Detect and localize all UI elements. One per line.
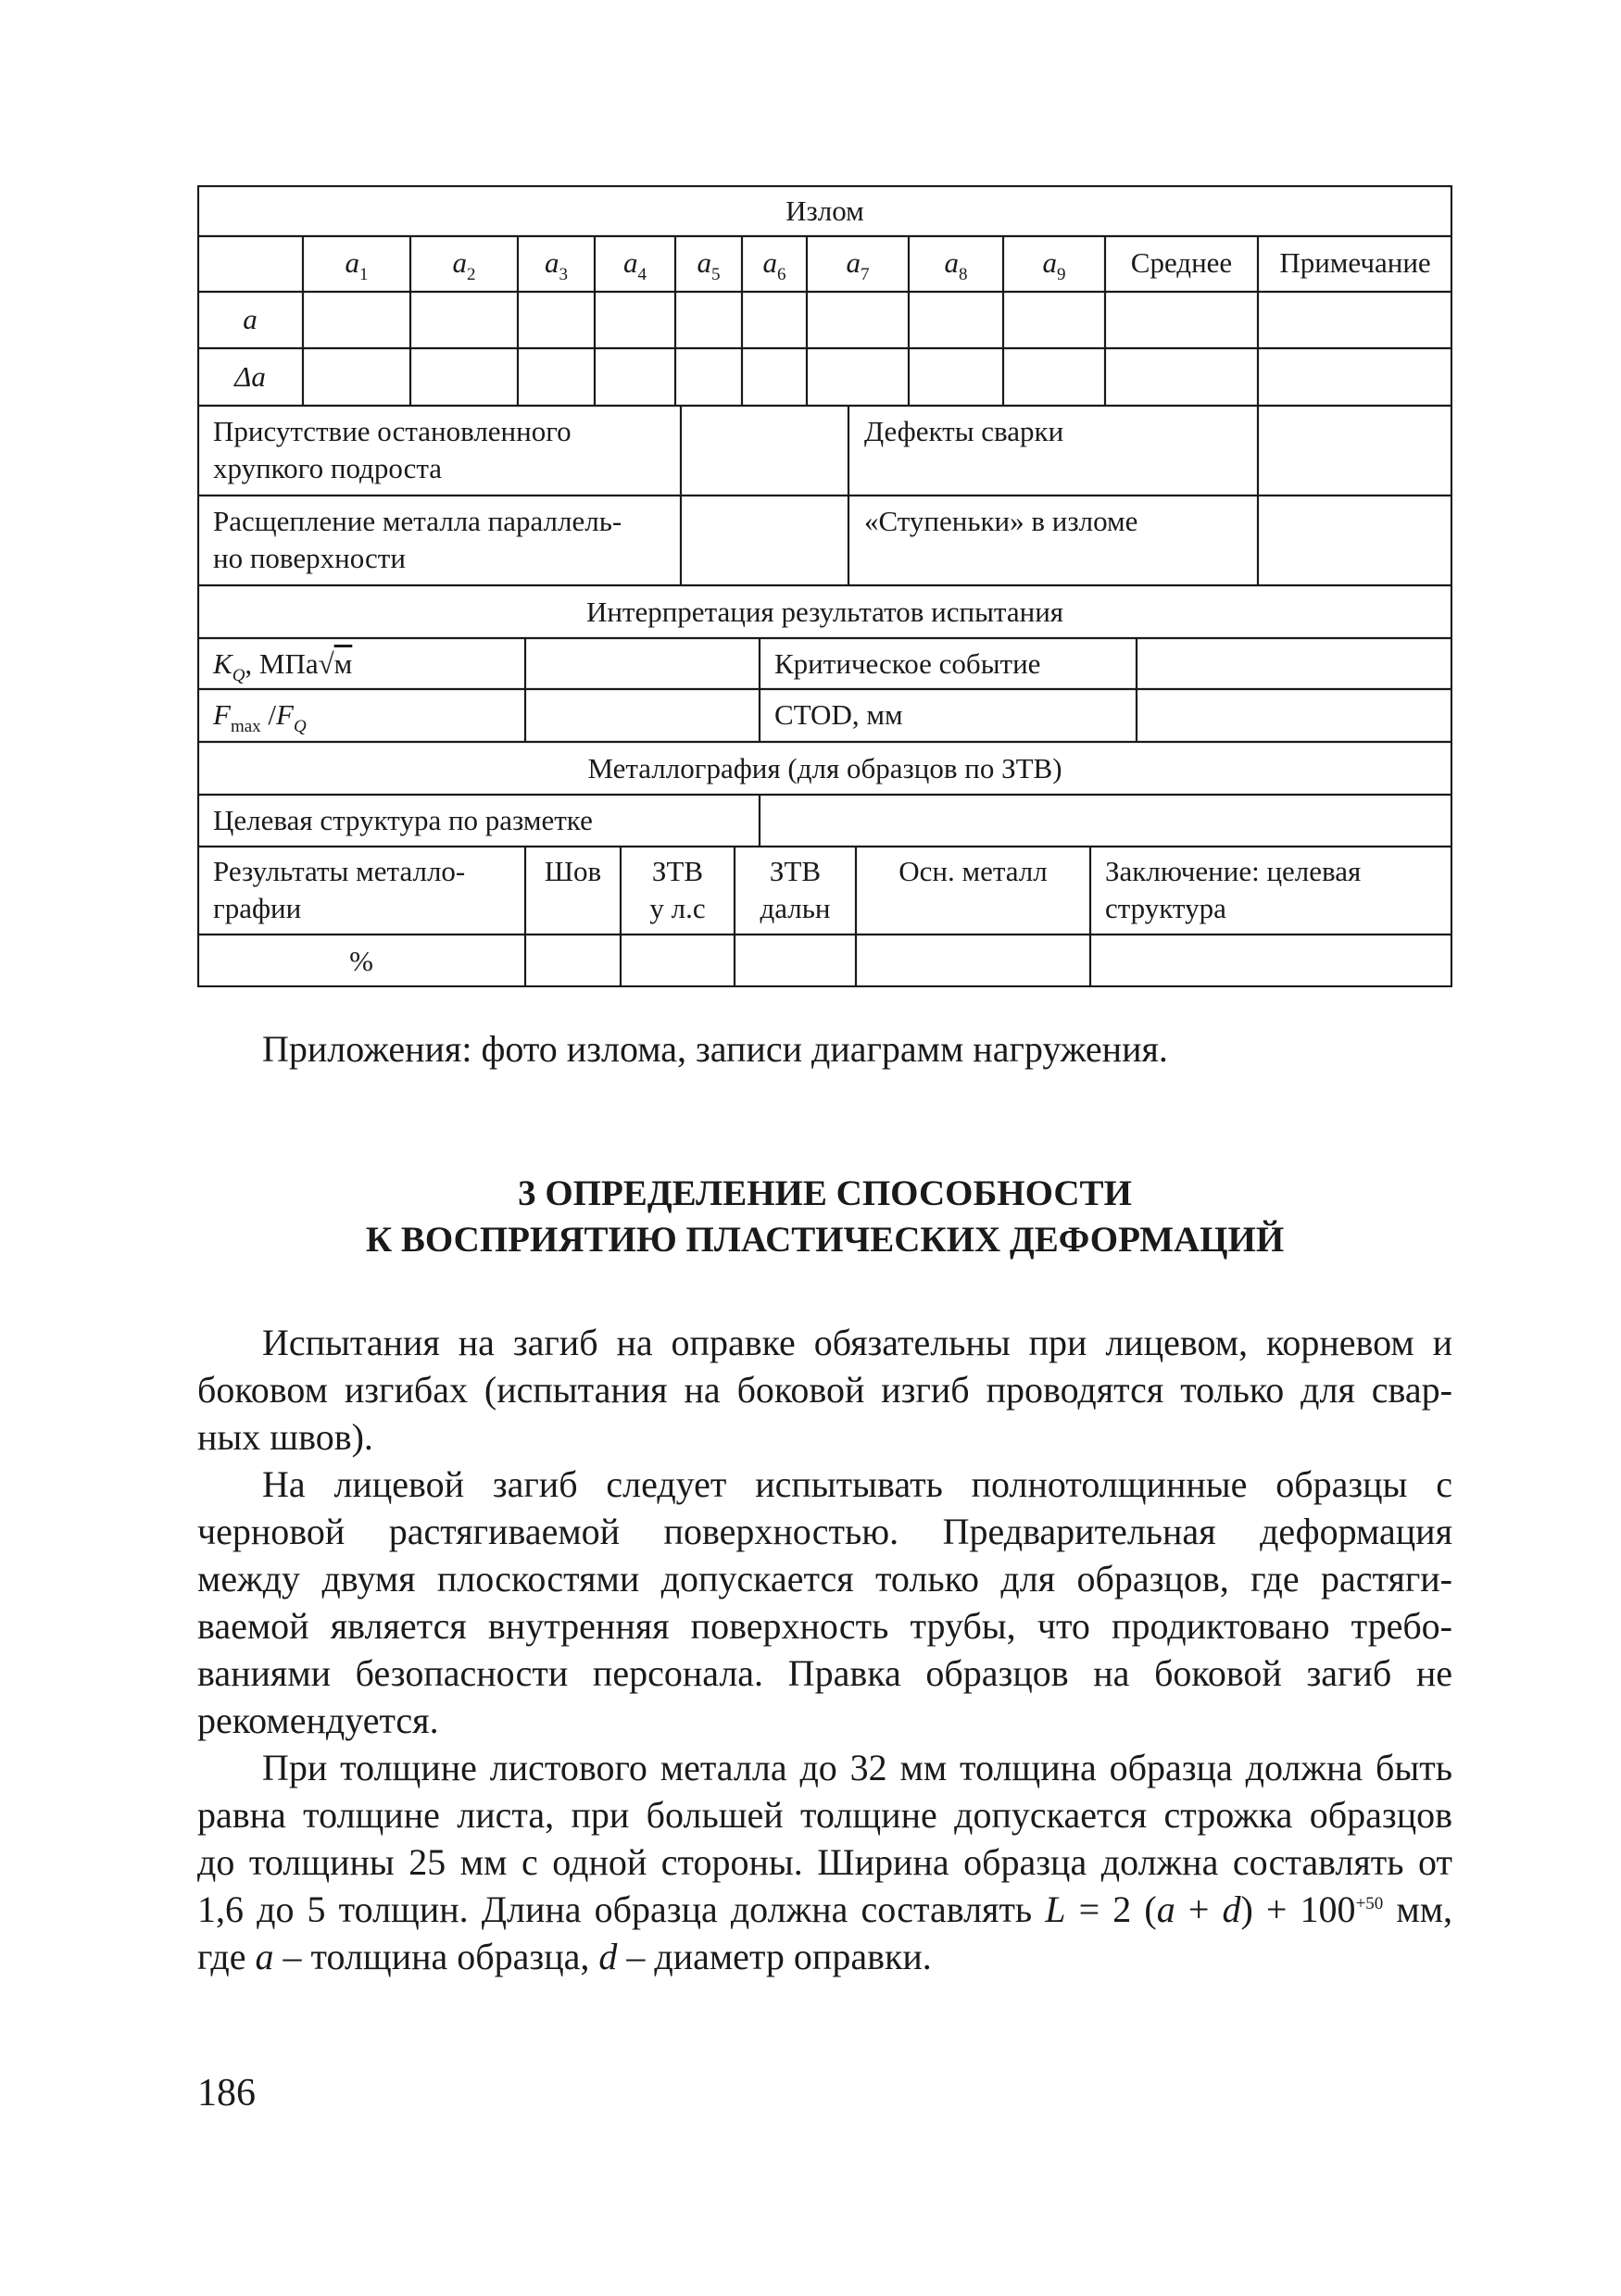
paragraph-line: рекомендуется. <box>197 1700 439 1741</box>
interpretation-title: Интерпретация результатов испытания <box>585 596 1064 628</box>
paragraph-line: равна толщине листа, при большей толщине допускается строжка образцов <box>197 1794 1452 1836</box>
row-label-a: a <box>243 303 258 335</box>
target-structure-label: Целевая структура по разметке <box>213 804 593 836</box>
col-weld: Шов <box>544 855 602 887</box>
col-a8: $a_8$ <box>944 246 968 284</box>
col-base-metal: Осн. металл <box>898 855 1048 887</box>
kq-label: $K_Q$, МПа√м <box>213 647 353 685</box>
col-a5: $a_5$ <box>697 246 721 284</box>
col-a2: $a_2$ <box>452 246 476 284</box>
paragraph-line: ваемой является внутренняя поверхность трубы, что продиктовано требо- <box>197 1605 1452 1647</box>
col-note: Примечание <box>1279 246 1431 279</box>
paragraph-line: где a – толщина образца, d – диаметр оправки. <box>197 1936 932 1977</box>
col-haz-far: ЗТВ дальн <box>760 855 831 924</box>
col-a9: $a_9$ <box>1042 246 1066 284</box>
paragraph-line: черновой растягиваемой поверхностью. Предварительная деформация <box>197 1511 1452 1552</box>
paragraph-line: ных швов). <box>197 1416 373 1458</box>
page-number: 186 <box>197 2072 256 2114</box>
col-a4: $a_4$ <box>623 246 647 284</box>
paragraph-line: до толщины 25 мм с одной стороны. Ширина образца должна составлять от <box>197 1841 1452 1883</box>
paragraph-line: ваниями безопасности персонала. Правка образцов на боковой загиб не <box>197 1652 1452 1694</box>
col-a1: $a_1$ <box>345 246 369 284</box>
col-haz-fusion-line: ЗТВ у л.с <box>649 855 706 924</box>
paragraph-1 <box>197 1319 1452 1461</box>
metallography-results-label: Результаты металло- графии <box>213 855 466 924</box>
ctod-label: CTOD, мм <box>774 698 903 731</box>
fracture-steps-label: «Ступеньки» в изломе <box>864 505 1138 537</box>
col-a3: $a_3$ <box>545 246 568 284</box>
paragraph-line-formula: 1,6 до 5 толщин. Длина образца должна составлять L = 2 $(a + d) + 100^{+50}$ мм, <box>197 1888 1453 1930</box>
col-a6: $a_6$ <box>762 246 786 284</box>
paragraph-line: между двумя плоскостями допускается только для образцов, где растяги- <box>197 1558 1452 1600</box>
col-average: Среднее <box>1130 246 1233 279</box>
splitting-label: Расщепление металла параллель- но поверхности <box>213 505 622 574</box>
col-a7: $a_7$ <box>846 246 870 284</box>
paragraph-line: боковом изгибах (испытания на боковой изгиб проводятся только для свар- <box>197 1369 1452 1411</box>
arrested-crack-label: Присутствие остановленного хрупкого подроста <box>213 415 572 484</box>
percent-label: % <box>349 945 373 977</box>
metallography-title: Металлография (для образцов по ЗТВ) <box>587 752 1062 784</box>
fracture-title: Излом <box>785 194 864 227</box>
paragraph-3 <box>197 1744 1452 1980</box>
paragraph-line: Испытания на загиб на оправке обязательны при лицевом, корневом и <box>262 1322 1452 1363</box>
fmax-fq-label: $F_{max}$ $/F_Q$ <box>213 698 307 736</box>
critical-event-label: Критическое событие <box>774 647 1041 680</box>
paragraph-line: При толщине листового металла до 32 мм толщина образца должна быть <box>262 1747 1452 1788</box>
section-heading-line1: 3 ОПРЕДЕЛЕНИЕ СПОСОБНОСТИ <box>518 1173 1132 1213</box>
appendix-note: Приложения: фото излома, записи диаграмм нагружения. <box>262 1028 1168 1070</box>
row-label-delta-a: Δa <box>234 360 266 393</box>
col-conclusion: Заключение: целевая структура <box>1105 855 1362 924</box>
paragraph-line: На лицевой загиб следует испытывать полнотолщинные образцы с <box>262 1463 1452 1505</box>
test-report-form <box>197 185 1452 987</box>
paragraph-2 <box>197 1461 1452 1744</box>
section-heading-line2: К ВОСПРИЯТИЮ ПЛАСТИЧЕСКИХ ДЕФОРМАЦИЙ <box>365 1220 1285 1260</box>
weld-defects-label: Дефекты сварки <box>864 415 1064 447</box>
